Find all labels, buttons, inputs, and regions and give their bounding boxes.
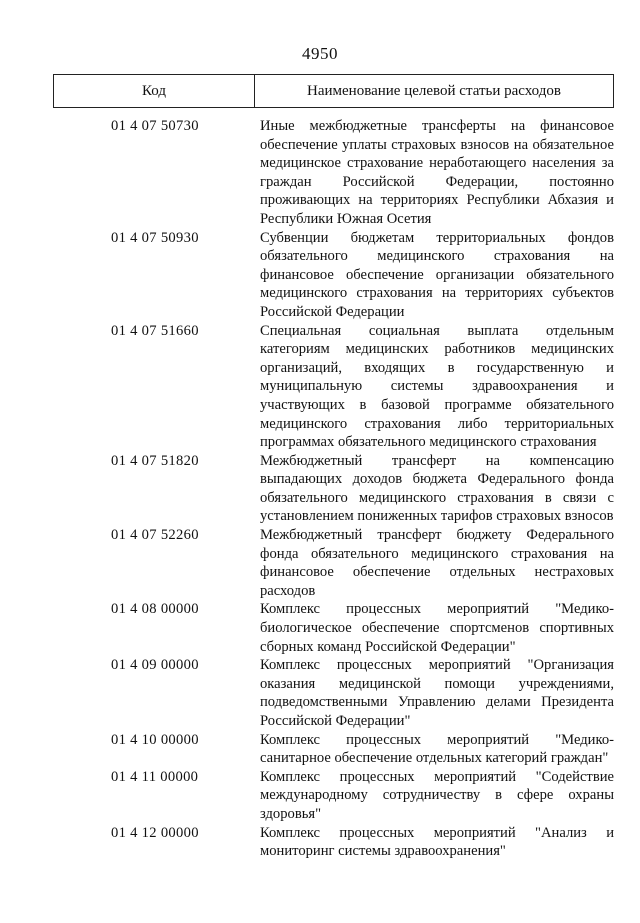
row-code: 01 4 07 51660 — [111, 322, 199, 339]
row-name: Комплекс процессных мероприятий "Анализ и мониторинг системы здравоохранения" — [260, 824, 614, 860]
table-row — [53, 322, 614, 452]
row-code: 01 4 07 52260 — [111, 527, 199, 544]
table-row — [53, 229, 614, 322]
column-header-name: Наименование целевой статьи расходов — [307, 83, 561, 99]
table-row — [53, 731, 614, 768]
row-name: Субвенции бюджетам территориальных фондов обязательного медицинского страхования на финансовое обеспечение организации обязательного медицинского страхования на территориях субъектов Российской Федерации — [260, 229, 614, 320]
row-name: Комплекс процессных мероприятий "Содействие международному сотрудничеству в сфере охраны здоровья" — [260, 768, 614, 822]
row-code: 01 4 08 00000 — [111, 601, 199, 618]
table-header — [53, 74, 614, 108]
row-code: 01 4 12 00000 — [111, 824, 199, 841]
table-row — [53, 452, 614, 526]
table-row — [53, 656, 614, 730]
column-header-code: Код — [54, 75, 255, 107]
page-number: 4950 — [302, 44, 338, 63]
table-row — [53, 117, 614, 229]
table-body — [53, 117, 614, 861]
row-name: Специальная социальная выплата отдельным категориям медицинских работников медицинских организаций, входящих в государственную и муниципальную системы здравоохранения и участвующих в базовой программе обязательного медицинского страхования либо территориальных программах обязательного медицинского страхования — [260, 322, 614, 451]
row-name: Комплекс процессных мероприятий "Медико-санитарное обеспечение отдельных категорий граждан" — [260, 731, 614, 767]
table-row — [53, 768, 614, 824]
row-name: Комплекс процессных мероприятий "Организация оказания медицинской помощи учреждениями, подведомственными Управлению делами Президента Российской Федерации" — [260, 657, 614, 729]
row-code: 01 4 07 50930 — [111, 229, 199, 246]
row-code: 01 4 07 50730 — [111, 118, 199, 134]
row-name: Иные межбюджетные трансферты на финансовое обеспечение уплаты страховых взносов на обязательное медицинское страхование неработающего населения за граждан Российской Федерации, постоянно проживающих на территориях Республики Абхазия и Республики Южная Осетия — [260, 118, 614, 227]
row-name: Комплекс процессных мероприятий "Медико-биологическое обеспечение спортсменов спортивных сборных команд Российской Федерации" — [260, 601, 614, 655]
table-row — [53, 600, 614, 656]
row-code: 01 4 11 00000 — [111, 768, 199, 785]
row-name: Межбюджетный трансферт бюджету Федерального фонда обязательного медицинского страхования на финансовое обеспечение отдельных нестраховых расходов — [260, 527, 614, 599]
table-row — [53, 526, 614, 600]
row-name: Межбюджетный трансферт на компенсацию выпадающих доходов бюджета Федерального фонда обязательного медицинского страхования в связи с установлением пониженных тарифов страховых взносов — [260, 452, 614, 525]
row-code: 01 4 07 51820 — [111, 452, 199, 469]
row-code: 01 4 10 00000 — [111, 731, 199, 748]
table-row — [53, 824, 614, 861]
row-code: 01 4 09 00000 — [111, 657, 199, 674]
